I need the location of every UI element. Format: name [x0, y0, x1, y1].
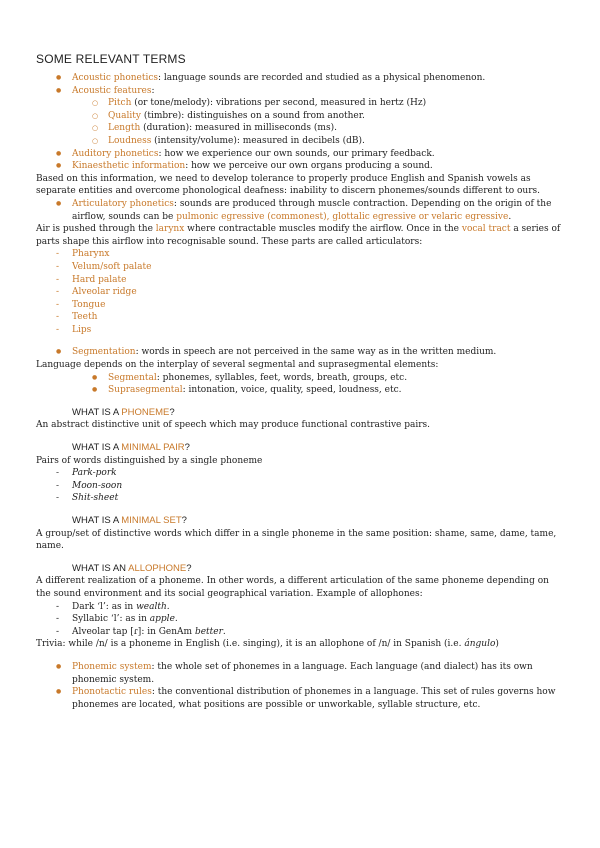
def-minimal-set: A group/set of distinctive words which differ in a single phoneme in the same position: shame, same, dame, tame, name. [36, 528, 557, 552]
air-text-2: where contractable muscles modify the airflow. Once in the [184, 224, 462, 235]
term-pitch: Pitch [108, 98, 132, 109]
allophone-example-word: better [194, 626, 223, 637]
def-kinaesthetic: : how we perceive our own organs producing a sound. [185, 161, 433, 172]
articulator-item: - Alveolar ridge [36, 286, 566, 299]
def-allophone: A different realization of a phoneme. In other words, a different articulation of the same phoneme depending on the sound environment and its social geographical variation. Example of allophones: [36, 576, 549, 599]
term-acoustic-features: Acoustic features [72, 85, 152, 96]
heading-minimal-set [36, 515, 566, 528]
heading-allophone-q: WHAT IS AN [72, 562, 129, 574]
minimal-pair-example: - Moon-soon [36, 480, 566, 493]
heading-phoneme [36, 407, 566, 420]
sub-bullet-length [36, 122, 566, 135]
heading-allophone [36, 563, 566, 576]
def-articulatory-end: . [508, 211, 512, 222]
term-segmentation: Segmentation [72, 347, 136, 358]
trivia-word: ángulo [464, 639, 496, 650]
heading-allophone-mark: ? [186, 562, 192, 574]
bullet-segmentation [36, 346, 566, 359]
def-loudness: (intensity/volume): measured in decibels (dB). [151, 135, 365, 146]
paragraph-air [36, 223, 566, 248]
term-quality: Quality [108, 110, 141, 121]
trivia-end: ) [495, 639, 499, 650]
term-minimal-set: MINIMAL SET [121, 515, 182, 526]
term-acoustic-phonetics: Acoustic phonetics [72, 73, 159, 83]
bullet-suprasegmental [36, 384, 566, 397]
term-auditory-phonetics: Auditory phonetics [72, 148, 159, 159]
term-vocal-tract: vocal tract [461, 224, 511, 235]
term-articulatory-phonetics: Articulatory phonetics [72, 198, 174, 209]
articulator-item: - Velum/soft palate [36, 261, 566, 274]
term-allophone: ALLOPHONE [128, 562, 187, 574]
def-articulatory-1: : sounds are produced through muscle contraction. Depending on the origin of the [173, 198, 552, 209]
air-text-3: a series of [510, 224, 561, 235]
def-phonotactic-rules: : the conventional distribution of phonemes in a language. This set of rules governs how phonemes are located, what positions are possible or unworkable, syllable structure, etc. [72, 687, 556, 710]
def-pitch: (or tone/melody): vibrations per second, measured in hertz (Hz) [131, 98, 427, 109]
heading-minimal-pair-q: WHAT IS A [72, 442, 122, 454]
articulator-item: - Pharynx [36, 248, 566, 261]
def-phoneme: An abstract distinctive unit of speech which may produce functional contrastive pairs. [36, 420, 431, 431]
def-acoustic-phonetics: : language sounds are recorded and studied as a physical phenomenon. [158, 73, 486, 83]
allophone-example-end: . [222, 626, 226, 637]
bullet-phonotactic-rules [36, 686, 566, 711]
allophone-example-word: apple [149, 614, 175, 625]
allophone-example [36, 626, 566, 639]
term-segmental: Segmental [108, 372, 157, 383]
heading-minimal-set-q: WHAT IS A [72, 515, 122, 526]
term-kinaesthetic: Kinaesthetic information [72, 161, 186, 172]
term-phoneme: PHONEME [121, 406, 170, 418]
def-segmental: : phonemes, syllables, feet, words, breath, groups, etc. [156, 372, 408, 383]
term-suprasegmental: Suprasegmental [108, 385, 183, 396]
sub-bullet-pitch [36, 97, 566, 110]
trivia-text: Trivia: while /n/ is a phoneme in English (i.e. singing), it is an allophone of /n/ in Spanish (i.e. [36, 639, 465, 650]
document-title: SOME RELEVANT TERMS [36, 52, 186, 66]
bullet-kinaesthetic [36, 160, 566, 173]
term-larynx: larynx [155, 224, 185, 235]
heading-minimal-pair [36, 442, 566, 455]
sub-bullet-loudness [36, 135, 566, 148]
term-phonemic-system: Phonemic system [72, 661, 152, 672]
def-length: (duration): measured in milliseconds (ms). [140, 123, 337, 134]
heading-phoneme-mark: ? [169, 406, 175, 418]
def-phonemic-system: : the whole set of phonemes in a language. Each language (and dialect) has its own phonemic system. [72, 661, 533, 685]
def-segmentation: : words in speech are not perceived in the same way as in the written medium. [135, 347, 497, 358]
term-airflow-types: pulmonic egressive (commonest), glottalic egressive or velaric egressive [176, 211, 509, 222]
allophone-example-text: Alveolar tap [ɾ]: in GenAm [72, 626, 195, 637]
bullet-acoustic-phonetics [36, 72, 566, 85]
bullet-articulatory-phonetics [36, 198, 566, 223]
air-text-4: parts shape this airflow into recognisable sound. These parts are called articulators: [36, 236, 423, 247]
bullet-auditory-phonetics [36, 148, 566, 161]
allophone-example-end: . [166, 601, 170, 612]
document-page [36, 52, 566, 711]
allophone-example-text: Syllabic ‘l’: as in [72, 614, 150, 625]
term-length: Length [108, 123, 141, 134]
bullet-phonemic-system [36, 661, 566, 686]
articulator-item: - Tongue [36, 299, 566, 312]
bullet-segmental [36, 372, 566, 385]
air-text-1: Air is pushed through the [36, 224, 156, 235]
heading-phoneme-q: WHAT IS A [72, 406, 122, 418]
allophone-example [36, 601, 566, 614]
articulator-item: - Teeth [36, 311, 566, 324]
sub-bullet-quality [36, 110, 566, 123]
allophone-example-text: Dark ‘l’: as in [72, 601, 137, 612]
paragraph-tolerance: Based on this information, we need to develop tolerance to properly produce English and Spanish vowels as separate entities and overcome phonological deafness: inability to discern phonemes/sounds different to ours. [36, 173, 540, 197]
allophone-example-word: wealth [136, 601, 167, 612]
allophone-example-end: . [174, 614, 178, 625]
minimal-pair-example: - Shit-sheet [36, 492, 566, 505]
def-auditory-phonetics: : how we experience our own sounds, our primary feedback. [158, 148, 435, 159]
acoustic-features-colon: : [151, 85, 155, 96]
def-minimal-pair: Pairs of words distinguished by a single phoneme [36, 455, 263, 466]
minimal-pair-example: - Park-pork [36, 467, 566, 480]
heading-minimal-set-mark: ? [181, 515, 187, 526]
heading-minimal-pair-mark: ? [184, 442, 190, 454]
articulator-item: - Hard palate [36, 274, 566, 287]
allophone-example [36, 613, 566, 626]
term-loudness: Loudness [108, 135, 152, 146]
bullet-acoustic-features [36, 85, 566, 98]
trivia [36, 638, 566, 651]
term-minimal-pair: MINIMAL PAIR [121, 442, 185, 454]
def-suprasegmental: : intonation, voice, quality, speed, loudness, etc. [182, 385, 402, 396]
paragraph-language-depends: Language depends on the interplay of several segmental and suprasegmental elements: [36, 360, 439, 371]
articulator-item: - Lips [36, 324, 566, 337]
term-phonotactic-rules: Phonotactic rules [72, 687, 152, 698]
def-quality: (timbre): distinguishes on a sound from another. [141, 110, 365, 121]
def-articulatory-2: airflow, sounds can be [72, 211, 177, 222]
